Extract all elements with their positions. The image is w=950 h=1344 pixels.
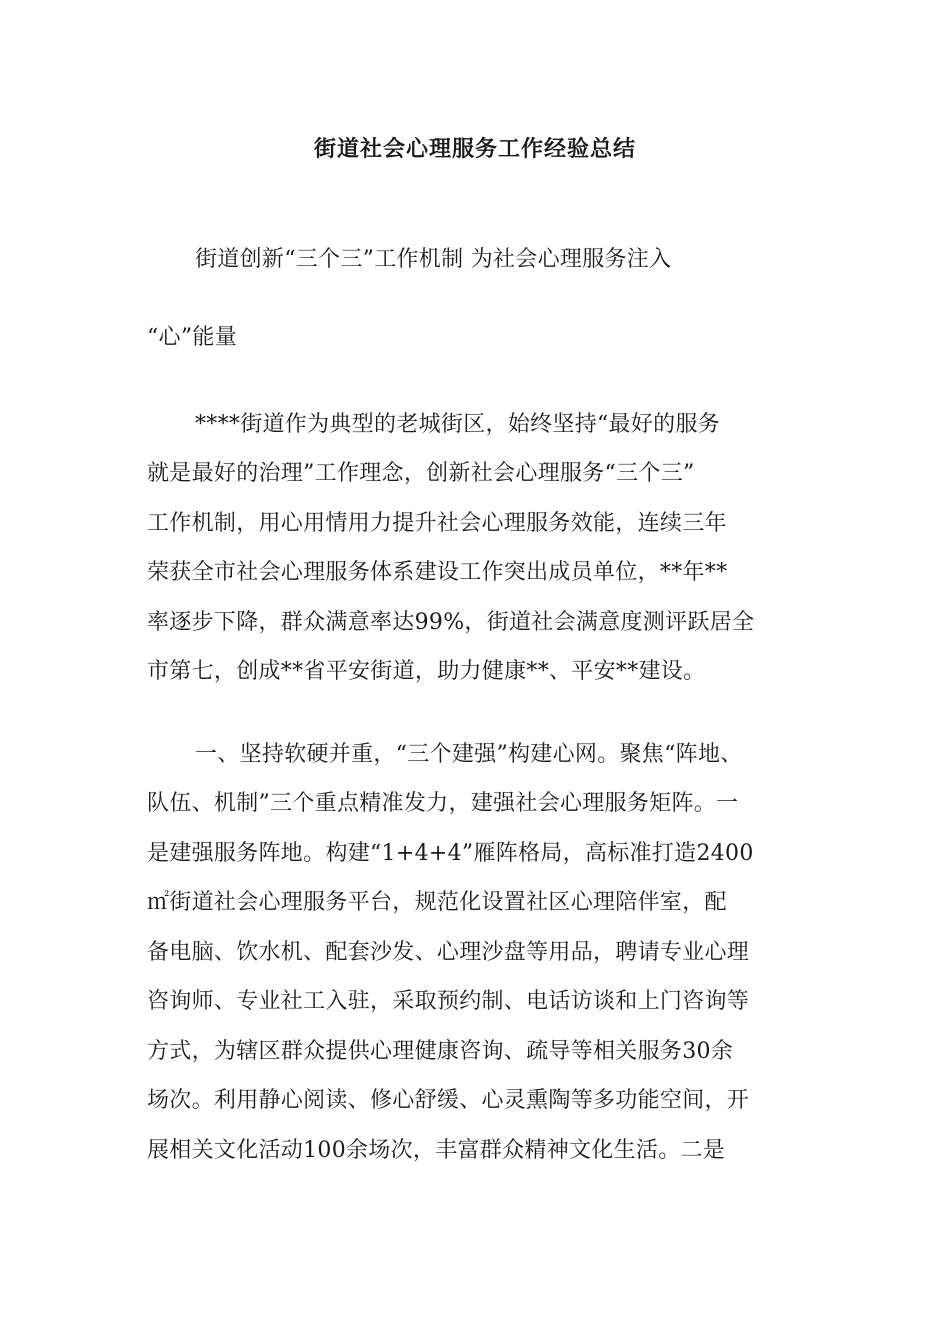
paragraph-2-line: 队伍、机制”三个重点精准发力，建强社会心理服务矩阵。一 (147, 791, 739, 816)
paragraph-1-line: 市第七，创成**省平安街道，助力健康**、平安**建设。 (147, 659, 706, 684)
subtitle-line: “心”能量 (147, 325, 237, 350)
paragraph-2-line: ㎡街道社会心理服务平台，规范化设置社区心理陪伴室，配 (147, 890, 727, 915)
subtitle-line: 街道创新“三个三”工作机制 为社会心理服务注入 (195, 247, 672, 272)
paragraph-2-line: 备电脑、饮水机、配套沙发、心理沙盘等用品，聘请专业心理 (147, 940, 750, 965)
paragraph-2-line: 是建强服务阵地。构建“1+4+4”雁阵格局，高标准打造2400 (147, 841, 754, 866)
paragraph-1-line: 率逐步下降，群众满意率达99%，街道社会满意度测评跃居全 (147, 610, 755, 635)
paragraph-2-line: 展相关文化活动100余场次，丰富群众精神文化生活。二是 (147, 1138, 726, 1163)
paragraph-2-line: 场次。利用静心阅读、修心舒缓、心灵熏陶等多功能空间，开 (147, 1088, 750, 1113)
paragraph-1-line: ****街道作为典型的老城街区，始终坚持“最好的服务 (195, 412, 721, 437)
paragraph-2-line: 一、坚持软硬并重，“三个建强”构建心网。聚焦“阵地、 (195, 742, 743, 767)
paragraph-2-line: 咨询师、专业社工入驻，采取预约制、电话访谈和上门咨询等 (147, 989, 750, 1014)
document-title: 街道社会心理服务工作经验总结 (313, 136, 636, 162)
paragraph-1-line: 就是最好的治理”工作理念，创新社会心理服务“三个三” (147, 461, 695, 486)
paragraph-1-line: 荣获全市社会心理服务体系建设工作突出成员单位，**年** (147, 560, 728, 585)
paragraph-2-line: 方式，为辖区群众提供心理健康咨询、疏导等相关服务30余 (147, 1039, 734, 1064)
paragraph-1-line: 工作机制，用心用情用力提升社会心理服务效能，连续三年 (147, 511, 727, 536)
